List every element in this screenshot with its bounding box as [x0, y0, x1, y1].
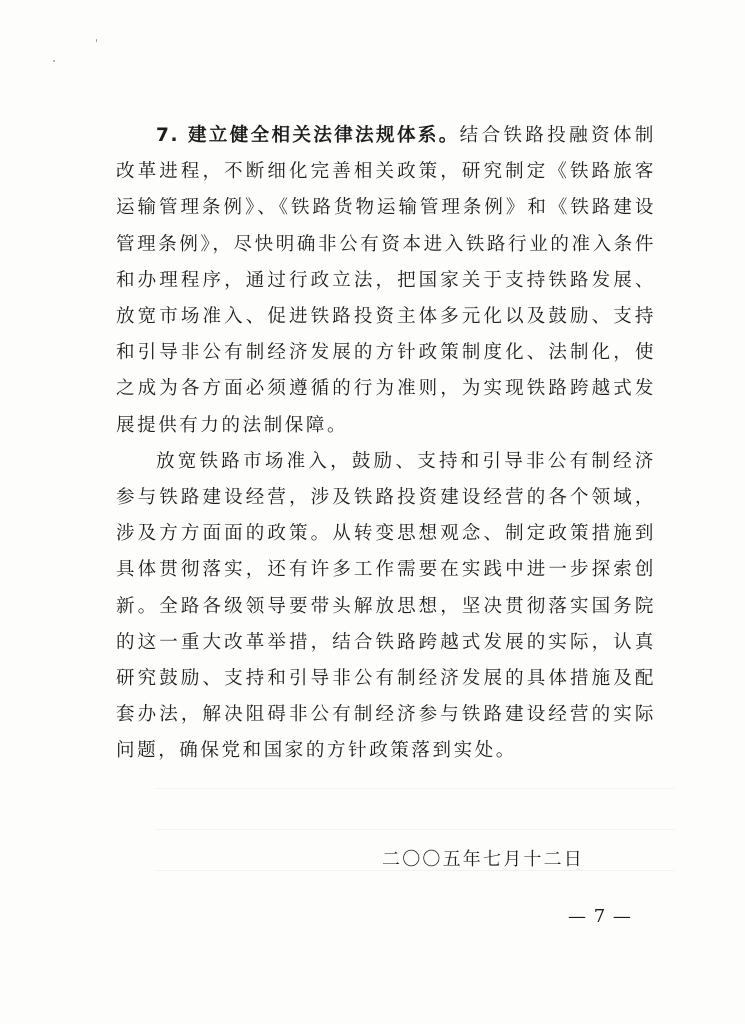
- scan-speck: [96, 39, 97, 42]
- bleed-through-line: [155, 801, 675, 830]
- paragraph-1-text: 结合铁路投融资体制改革进程，不断细化完善相关政策，研究制定《铁路旅客运输管理条例》、《铁路货物运输管理条例》和《铁路建设管理条例》，尽快明确非公有资本进入铁路行业的准入条件和办理程序，通过行政立法，把国家关于支持铁路发展、放宽市场准入、促进铁路投资主体多元化以及鼓励、支持和引导非公有制经济发展的方针政策制度化、法制化，使之成为各方面必须遵循的行为准则，为实现铁路跨越式发展提供有力的法制保障。: [116, 125, 656, 436]
- paragraph-1: [116, 118, 656, 444]
- scan-speck: [53, 60, 55, 62]
- bleed-through-line: [155, 760, 675, 789]
- document-body: [116, 118, 656, 770]
- document-date: 二〇〇五年七月十二日: [382, 849, 584, 870]
- paragraph-2: 放宽铁路市场准入，鼓励、支持和引导非公有制经济参与铁路建设经营，涉及铁路投资建设经营的各个领域，涉及方方面面的政策。从转变思想观念、制定政策措施到具体贯彻落实，还有许多工作需要在实践中进一步探索创新。全路各级领导要带头解放思想，坚决贯彻落实国务院的这一重大改革举措，结合铁路跨越式发展的实际，认真研究鼓励、支持和引导非公有制经济发展的具体措施及配套办法，解决阻碍非公有制经济参与铁路建设经营的实际问题，确保党和国家的方针政策落到实处。: [116, 450, 656, 762]
- page-number: — 7 —: [568, 906, 632, 927]
- section-heading: 7. 建立健全相关法律法规体系。: [156, 125, 460, 146]
